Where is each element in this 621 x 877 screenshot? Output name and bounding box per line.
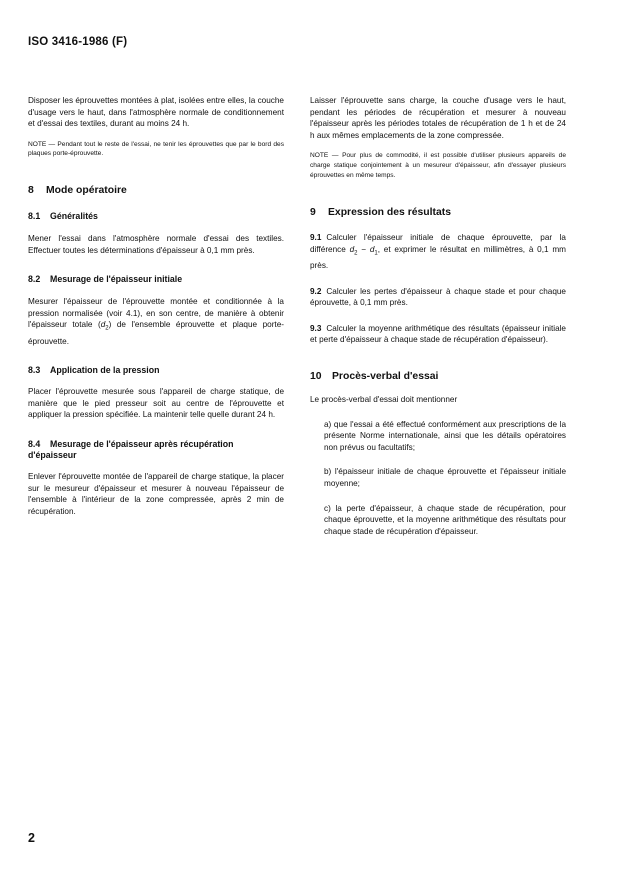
item-number: 9.2 [310,286,322,296]
subsection-8-4-text: Enlever l'éprouvette montée de l'appareil de charge statique, la placer sur le mesureur d'épaisseur et mesurer à nouveau l'épaisseur de l'ensemble à l'intérieur de la zone compressée, après 2 min de récupération. [28,471,284,516]
section-title: Mode opératoire [46,184,127,196]
subsection-8-2-text: Mesurer l'épaisseur de l'éprouvette montée et conditionnée à la pression normalisée (voir 4.1), en son centre, de manière à obtenir l'épaisseur totale $(d_2)$ de l'ensemble éprouvette et plaque porte-éprouvette. [28,297,284,346]
subsection-8-4-heading [28,439,284,461]
section-number: 9 [310,207,316,219]
recovery-paragraph: Laisser l'éprouvette sans charge, la couche d'usage vers le haut, pendant les périodes de récupération et mesurer à nouveau l'épaisseur après les périodes totales de récupération de 1 h et de 24 h aux mêmes emplacements de la zone compressée. [310,96,566,140]
subsection-8-2-heading [28,274,284,285]
right-column [310,95,566,537]
subsection-title: Application de la pression [50,365,160,376]
item-9-1: 9.1 Calculer l'épaisseur initiale de chaque éprouvette, par la différence $d_2 - d_1$, et exprimer le résultat en millimètres, à 0,1 mm près. [310,233,566,270]
subsection-title: Mesurage de l'épaisseur après récupération [50,438,234,449]
item-number: 9.3 [310,323,322,333]
subsection-title: Généralités [50,210,98,221]
report-intro: Le procès-verbal d'essai doit mentionner [310,394,458,404]
item-9-3: 9.3 Calculer la moyenne arithmétique des résultats (épaisseur initiale et perte d'épaisseur à chaque stade de récupération d'épaisseur). [310,323,566,345]
subsection-8-3-text: Placer l'éprouvette mesurée sous l'appareil de charge statique, de manière que le pied presseur soit au centre de l'éprouvette et appliquer la pression spécifiée. La maintenir telle quelle durant 24 h. [28,387,284,420]
section-title: Expression des résultats [328,207,452,219]
document-id: ISO 3416-1986 (F) [28,36,128,48]
subsection-number: 8.3 [28,365,41,376]
section-8-heading [28,185,284,196]
report-item-c: c) la perte d'épaisseur, à chaque stade de récupération, pour chaque éprouvette, et la moyenne arithmétique des résultats pour chaque stade de récupération d'épaisseur. [324,503,566,536]
subsection-title-continuation: d'épaisseur [28,449,77,460]
note-convenience: NOTE — Pour plus de commodité, il est possible d'utiliser plusieurs appareils de charge statique conjointement à un mesureur d'épaisseur, afin d'essayer plusieurs éprouvettes en même temps. [310,152,566,179]
subsection-8-1-heading [28,211,284,222]
section-10-heading [310,371,566,382]
subsection-number: 8.2 [28,274,41,285]
section-title: Procès-verbal d'essai [332,370,439,382]
report-item-b: b) l'épaisseur initiale de chaque éprouvette et l'épaisseur initiale moyenne; [324,467,566,488]
intro-paragraph: Disposer les éprouvettes montées à plat, isolées entre elles, la couche d'usage vers le haut, dans l'atmosphère normale de conditionnement et d'essai des textiles, durant au moins 24 h. [28,96,284,129]
left-column [28,95,284,517]
item-number: 9.1 [310,233,322,243]
section-9-heading [310,207,566,218]
subsection-8-3-heading [28,365,284,376]
section-number: 10 [310,370,322,382]
note-handling: NOTE — Pendant tout le reste de l'essai, ne tenir les éprouvettes que par le bord des plaques porte-éprouvette. [28,140,284,158]
report-item-a: a) que l'essai a été effectué conformément aux prescriptions de la présente Norme internationale, ainsi que les détails opératoires non prévus ou facultatifs; [324,419,566,452]
item-9-2: 9.2 Calculer les pertes d'épaisseur à chaque stade et pour chaque éprouvette, à 0,1 mm près. [310,286,566,308]
section-number: 8 [28,184,34,196]
subsection-title: Mesurage de l'épaisseur initiale [50,274,183,285]
page-number: 2 [28,831,35,845]
subsection-8-1-text: Mener l'essai dans l'atmosphère normale d'essai des textiles. Effectuer toutes les déterminations d'épaisseur à 0,1 mm près. [28,233,284,255]
subsection-number: 8.4 [28,438,41,449]
subsection-number: 8.1 [28,210,41,221]
